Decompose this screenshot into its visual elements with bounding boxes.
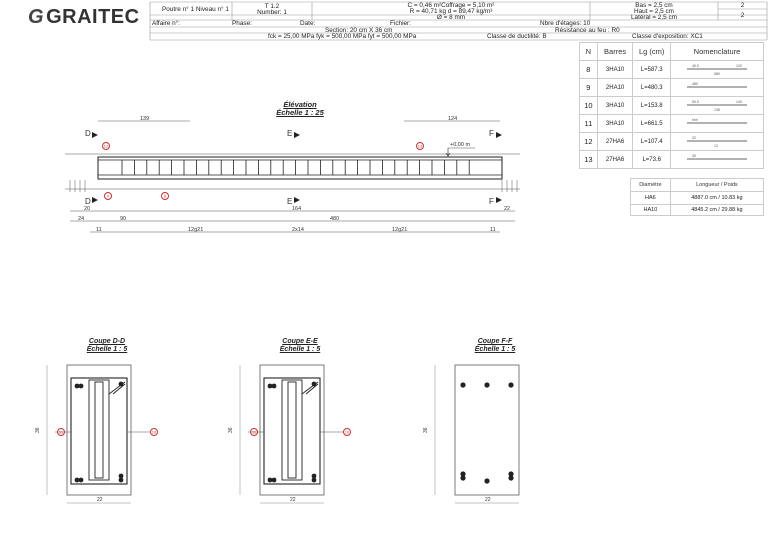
callout-8: 8 xyxy=(163,193,167,199)
row-barres: 3HA10 xyxy=(597,97,633,115)
summary-length: 4887.0 cm / 10.83 kg xyxy=(670,192,763,205)
table-row xyxy=(631,205,764,216)
mark-f-bottom: F xyxy=(489,197,494,206)
dim-11b: 11 xyxy=(490,227,496,233)
bar-dimension: 50.0 xyxy=(692,100,699,104)
bar-shape-icon xyxy=(672,79,762,94)
row-barres: 3HA10 xyxy=(597,115,633,133)
callout-right: 10 xyxy=(151,429,157,435)
materials-label: fck = 25,00 MPa fyk = 500,00 MPa fyt = 500,00 MPa xyxy=(268,33,417,40)
poutre-label: Poutre n° 1 Niveau n° 1 xyxy=(162,6,229,13)
exposition-label: Classe d'exposition: XC1 xyxy=(632,33,703,40)
callout-13: 13 xyxy=(417,143,423,149)
section-width: 22 xyxy=(97,497,103,503)
bar-dimension: 40.0 xyxy=(692,64,699,68)
row-shape xyxy=(671,133,764,151)
col-barres: Barres xyxy=(597,43,633,61)
bar-dimension: 480 xyxy=(692,82,698,86)
bar-dimension: hhh xyxy=(692,118,698,122)
callout-right: 10 xyxy=(344,429,350,435)
dim-90: 90 xyxy=(120,216,127,222)
bar-shape-icon xyxy=(672,133,762,148)
bar-dimension: 12 xyxy=(714,144,718,148)
row-length: L=73.6 xyxy=(633,151,671,169)
table-row xyxy=(580,97,764,115)
bar-shape-icon xyxy=(672,61,762,76)
enrobage-lateral: Latéral = 2,5 cm xyxy=(630,14,677,21)
summary-header xyxy=(631,179,764,192)
table-row xyxy=(580,151,764,169)
bar-shape-icon xyxy=(672,97,762,112)
row-shape xyxy=(671,79,764,97)
elevation-scale: Échelle 1 : 25 xyxy=(276,108,324,117)
row-number: 8 xyxy=(580,61,598,79)
row-shape xyxy=(671,61,764,79)
section-width: 22 xyxy=(485,497,491,503)
date-label: Date: xyxy=(300,20,316,27)
section-drawing xyxy=(228,348,360,508)
nomenclature-table xyxy=(579,42,764,169)
section-label: Section: 20 cm X 36 cm xyxy=(325,27,393,34)
row-number: 13 xyxy=(580,151,598,169)
level-label: +0,00 m xyxy=(450,142,471,148)
section-height: 36 xyxy=(35,427,41,433)
bar-dimension: 140 xyxy=(736,100,742,104)
row-barres: 27HA6 xyxy=(597,133,633,151)
title-block xyxy=(0,0,768,42)
section-scale: Échelle 1 : 5 xyxy=(474,346,516,353)
page-count: 2 xyxy=(740,12,745,19)
page-number: 2 xyxy=(740,2,745,9)
bar-dimension: 120 xyxy=(736,64,742,68)
bar-shape-icon xyxy=(672,151,762,166)
phase-label: Phase: xyxy=(232,20,252,27)
row-number: 11 xyxy=(580,115,598,133)
section-height: 36 xyxy=(423,427,429,433)
row-shape xyxy=(671,151,764,169)
table-row xyxy=(580,79,764,97)
row-length: L=153.8 xyxy=(633,97,671,115)
elevation-title: Élévation xyxy=(283,100,317,109)
enrobage-haut: Haut = 2,5 cm xyxy=(634,8,674,15)
row-number: 9 xyxy=(580,79,598,97)
summary-diameter: HA10 xyxy=(631,205,671,216)
dim-left: 139 xyxy=(140,116,150,122)
section-scale: Échelle 1 : 5 xyxy=(279,346,321,353)
mark-f-top: F xyxy=(489,129,494,138)
mark-d-top: D xyxy=(85,129,91,138)
dim-12g21a: 12g21 xyxy=(188,227,204,233)
row-barres: 3HA10 xyxy=(597,61,633,79)
dim-22: 22 xyxy=(504,206,511,212)
bar-dimension: 32 xyxy=(692,136,696,140)
t-label: T 1.2 xyxy=(264,3,280,10)
col-lg: Lg (cm) xyxy=(633,43,671,61)
dim-24: 24 xyxy=(78,216,85,222)
row-shape xyxy=(671,97,764,115)
section-drawing xyxy=(35,348,167,508)
summary-table xyxy=(630,178,764,216)
row-number: 10 xyxy=(580,97,598,115)
fichier-label: Fichier: xyxy=(390,20,411,27)
row-barres: 27HA6 xyxy=(597,151,633,169)
col-diametre: Diamètre xyxy=(631,179,671,192)
mark-d-bottom: D xyxy=(85,197,91,206)
dim-12g21b: 12g21 xyxy=(392,227,408,233)
enrobage-bas: Bas = 2,5 cm xyxy=(635,2,673,9)
nomenclature-header xyxy=(580,43,764,61)
etages-label: Nbre d'étages: 10 xyxy=(540,20,591,27)
elevation-drawing xyxy=(0,110,580,240)
ratio-label: R = 40,71 kg d = 89,47 kg/m³ xyxy=(409,8,493,15)
summary-length: 4845.2 cm / 29.88 kg xyxy=(670,205,763,216)
dim-11a: 11 xyxy=(96,227,102,233)
table-row xyxy=(580,133,764,151)
col-n: N xyxy=(580,43,598,61)
row-length: L=480.3 xyxy=(633,79,671,97)
graitec-logo: G GRAITEC xyxy=(28,6,140,28)
callout-12: 12 xyxy=(103,143,109,149)
diameter-label: Ø = 8 mm xyxy=(436,14,466,21)
number-label: Number: 1 xyxy=(257,9,287,16)
dim-480: 480 xyxy=(330,216,340,222)
section-height: 36 xyxy=(228,427,234,433)
table-row xyxy=(580,115,764,133)
mark-e-top: E xyxy=(287,129,293,138)
col-longueur: Longueur / Poids xyxy=(670,179,763,192)
callout-left: 11 xyxy=(58,429,64,435)
row-shape xyxy=(671,115,764,133)
affaire-label: Affaire n°: xyxy=(152,20,181,27)
row-length: L=661.5 xyxy=(633,115,671,133)
row-barres: 2HA10 xyxy=(597,79,633,97)
mark-e-bottom: E xyxy=(287,197,293,206)
row-length: L=587.3 xyxy=(633,61,671,79)
row-number: 12 xyxy=(580,133,598,151)
resistance-label: Résistance au feu : R0 xyxy=(555,27,620,34)
bar-dimension: 30 xyxy=(692,154,696,158)
dim-2x14: 2x14 xyxy=(292,227,304,233)
bar-shape-icon xyxy=(672,115,762,130)
dim-164: 164 xyxy=(292,206,302,212)
bar-dimension: 580 xyxy=(714,72,720,76)
section-title: Coupe F-F xyxy=(477,338,513,345)
bar-dimension: 135 xyxy=(714,108,720,112)
ductilite-label: Classe de ductilité: B xyxy=(487,33,547,40)
section-title: Coupe D-D xyxy=(88,338,126,345)
table-row xyxy=(580,61,764,79)
summary-diameter: HA6 xyxy=(631,192,671,205)
section-title: Coupe E-E xyxy=(282,338,318,345)
row-length: L=107.4 xyxy=(633,133,671,151)
dim-20: 20 xyxy=(84,206,91,212)
callout-9: 9 xyxy=(106,193,110,199)
section-width: 22 xyxy=(290,497,296,503)
section-scale: Échelle 1 : 5 xyxy=(86,346,128,353)
col-nomenclature: Nomenclature xyxy=(671,43,764,61)
callout-left: 11 xyxy=(251,429,257,435)
table-row xyxy=(631,192,764,205)
dim-right: 124 xyxy=(448,116,458,122)
section-drawing xyxy=(423,348,555,508)
coffrage-label: C = 0,46 m²Coffrage = 5,10 m² xyxy=(407,2,495,9)
